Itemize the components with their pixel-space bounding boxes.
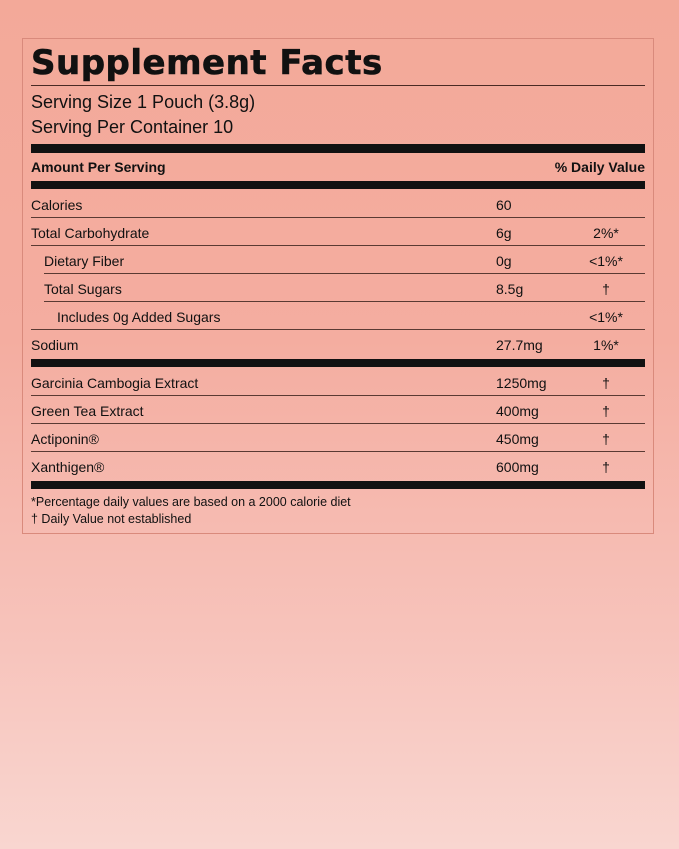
ingredient-daily-value: † [602, 431, 610, 447]
ingredient-name: Green Tea Extract [31, 403, 144, 419]
ingredient-amount: 1250mg [496, 375, 547, 391]
amount-per-serving-header: Amount Per Serving [31, 159, 166, 175]
ingredient-row [31, 396, 645, 424]
ingredient-amount: 400mg [496, 403, 539, 419]
nutrient-name: Dietary Fiber [44, 253, 125, 269]
ingredient-amount: 600mg [496, 459, 539, 475]
nutrient-name: Total Carbohydrate [31, 225, 150, 241]
ingredient-daily-value: † [602, 403, 610, 419]
thick-divider [31, 144, 645, 153]
nutrient-daily-value: 1%* [593, 337, 619, 353]
ingredient-amount: 450mg [496, 431, 539, 447]
footnote-daily-values: *Percentage daily values are based on a 2000 calorie diet [31, 495, 351, 509]
ingredient-row [31, 368, 645, 396]
thick-divider [31, 481, 645, 489]
servings-per-container: Serving Per Container 10 [31, 117, 234, 137]
nutrient-daily-value: 2%* [593, 225, 619, 241]
nutrient-name: Sodium [31, 337, 79, 353]
nutrient-name: Includes 0g Added Sugars [57, 309, 221, 325]
nutrient-amount: 0g [496, 253, 512, 269]
nutrient-name: Calories [31, 197, 83, 213]
nutrient-row [31, 274, 645, 302]
ingredient-row [31, 424, 645, 452]
ingredient-name: Actiponin® [31, 431, 99, 447]
footnote-not-established: † Daily Value not established [31, 512, 192, 526]
nutrient-row [31, 330, 645, 358]
nutrient-amount: 8.5g [496, 281, 524, 297]
ingredient-daily-value: † [602, 375, 610, 391]
nutrient-row [31, 190, 645, 218]
supplement-facts-panel [22, 38, 654, 534]
nutrient-name: Total Sugars [44, 281, 122, 297]
nutrient-daily-value: <1%* [589, 309, 623, 325]
nutrient-daily-value: <1%* [589, 253, 623, 269]
nutrient-amount: 27.7mg [496, 337, 543, 353]
nutrient-row [31, 302, 645, 330]
ingredient-name: Xanthigen® [31, 459, 105, 475]
nutrient-amount: 60 [496, 197, 512, 213]
nutrient-row [31, 246, 645, 274]
thick-divider [31, 359, 645, 367]
nutrient-amount: 6g [496, 225, 512, 241]
nutrient-daily-value: † [602, 281, 610, 297]
ingredient-daily-value: † [602, 459, 610, 475]
divider [31, 85, 645, 86]
serving-size: Serving Size 1 Pouch (3.8g) [31, 92, 256, 112]
facts-title: Supplement Facts [31, 43, 383, 83]
thick-divider [31, 181, 645, 189]
ingredient-name: Garcinia Cambogia Extract [31, 375, 199, 391]
nutrient-row [31, 218, 645, 246]
daily-value-header: % Daily Value [554, 159, 645, 175]
ingredient-row [31, 452, 645, 480]
